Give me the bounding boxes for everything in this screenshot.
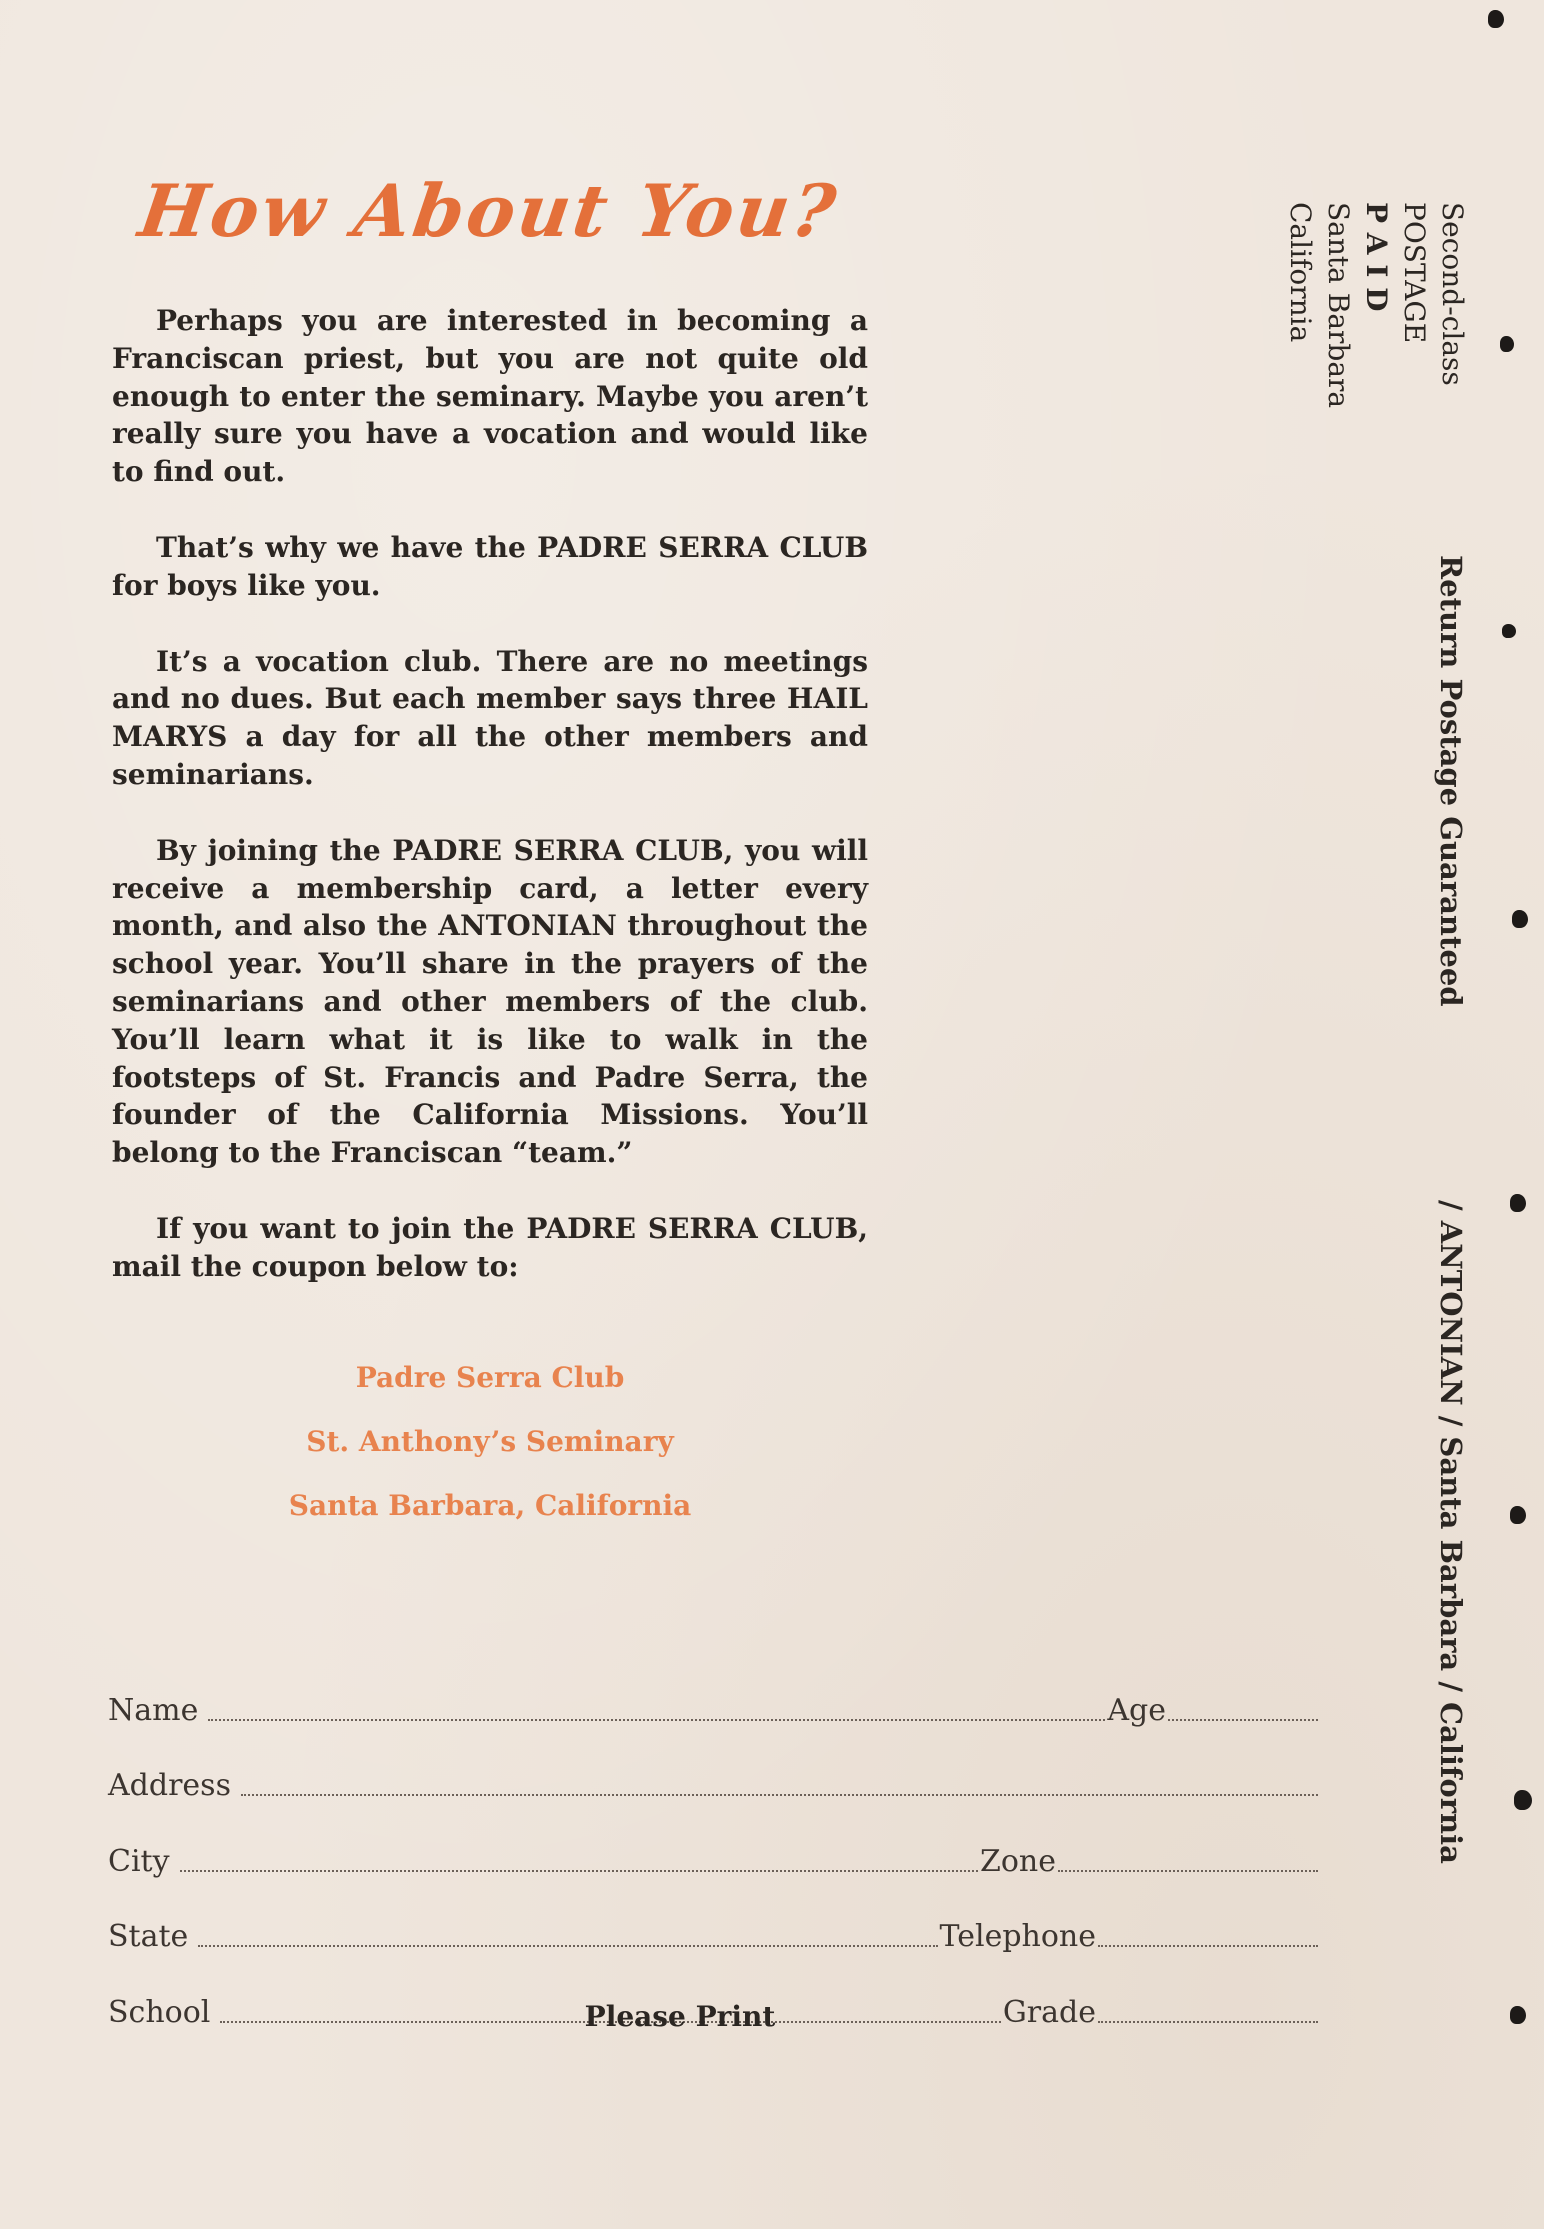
grade-field[interactable] <box>1098 2021 1318 2023</box>
binding-hole <box>1512 910 1528 928</box>
please-print-note: Please Print <box>584 2000 776 2033</box>
age-label: Age <box>1107 1692 1166 1728</box>
binding-hole <box>1488 10 1504 28</box>
grade-label: Grade <box>1002 1994 1096 2030</box>
postage-indicia <box>1280 202 1470 408</box>
zone-label: Zone <box>980 1843 1056 1879</box>
name-label: Name <box>108 1692 199 1728</box>
return-postage-guaranteed: Return Postage Guaranteed <box>1434 555 1468 1007</box>
binding-hole <box>1510 1506 1526 1524</box>
school-label: School <box>108 1994 211 2030</box>
address-club: Padre Serra Club <box>355 1361 625 1394</box>
telephone-label: Telephone <box>939 1919 1096 1954</box>
city-label: City <box>108 1843 170 1879</box>
mailing-address <box>112 1358 868 1550</box>
postage-line-city: Santa Barbara <box>1322 202 1355 409</box>
paragraph-join: If you want to join the PADRE SERRA CLUB, mail the coupon below to: <box>112 1211 868 1283</box>
state-field[interactable] <box>198 1945 937 1947</box>
coupon-row-state <box>108 1887 1318 1963</box>
paragraph-intro: Perhaps you are interested in becoming a Franciscan priest, but you are not quite old enough to enter the seminary. Maybe you aren’t really sure you have a vocation and would like to find out. <box>112 304 868 489</box>
paragraph-club: That’s why we have the PADRE SERRA CLUB for boys like you. <box>112 530 868 602</box>
age-field[interactable] <box>1168 1719 1318 1721</box>
binding-hole <box>1500 336 1514 352</box>
paragraph-vocation-club: It’s a vocation club. There are no meetings and no dues. But each member says three HAIL MARYS a day for all the other members and seminarians. <box>112 644 868 791</box>
body-text <box>112 302 868 1324</box>
address-city: Santa Barbara, California <box>288 1489 692 1522</box>
headline: How About You? <box>134 168 844 253</box>
address-label: Address <box>108 1768 231 1803</box>
coupon-row-name <box>108 1660 1318 1736</box>
binding-hole <box>1510 2006 1526 2024</box>
binding-hole <box>1514 1790 1532 1810</box>
coupon-row-address <box>108 1736 1318 1812</box>
binding-hole <box>1502 624 1516 638</box>
coupon-row-city <box>108 1811 1318 1887</box>
address-field[interactable] <box>241 1794 1318 1796</box>
city-field[interactable] <box>180 1870 978 1872</box>
postage-line-postage: POSTAGE <box>1398 202 1431 344</box>
binding-hole <box>1510 1194 1526 1212</box>
name-field[interactable] <box>208 1719 1105 1721</box>
coupon-form <box>108 1660 1318 2038</box>
telephone-field[interactable] <box>1098 1945 1318 1947</box>
postage-line-class: Second-class <box>1436 202 1469 386</box>
postage-line-paid: P A I D <box>1360 202 1393 312</box>
address-seminary: St. Anthony’s Seminary <box>306 1425 674 1458</box>
postage-line-state: California <box>1284 202 1317 343</box>
publication-address-line: / ANTONIAN / Santa Barbara / California <box>1434 1200 1468 1864</box>
zone-field[interactable] <box>1058 1870 1318 1872</box>
state-label: State <box>108 1919 189 1954</box>
paragraph-benefits: By joining the PADRE SERRA CLUB, you will receive a membership card, a letter every month, and also the ANTONIAN throughout the school year. You’ll share in the prayers of the seminarians and other members of the club. You’ll learn what it is like to walk in the footsteps of St. Francis and Padre Serra, the founder of the California Missions. You’ll belong to the Franciscan “team.” <box>112 833 868 1170</box>
